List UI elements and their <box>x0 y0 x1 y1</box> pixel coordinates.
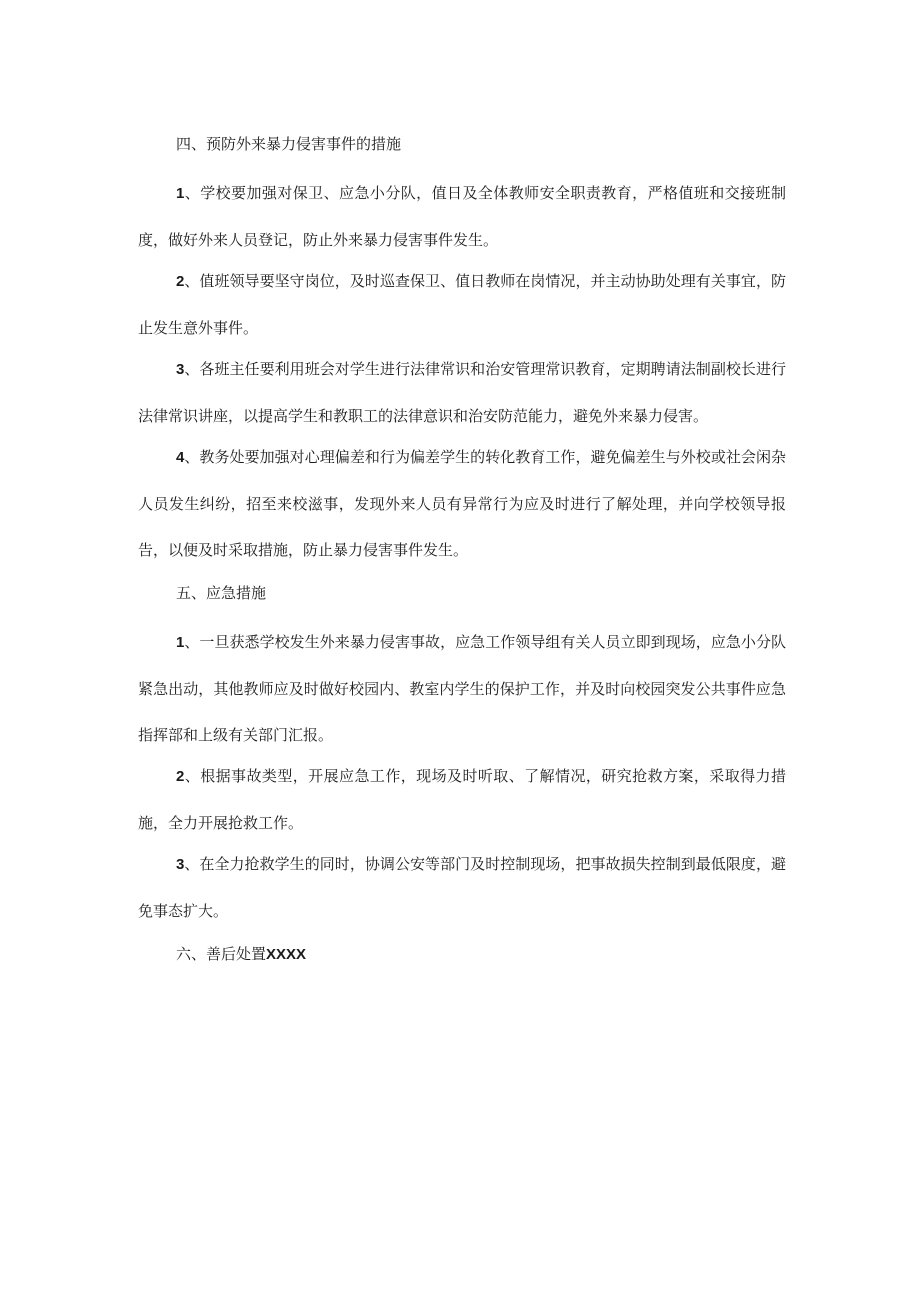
item-number: 3 <box>176 361 185 378</box>
item-number: 4 <box>176 449 185 466</box>
item-text: 、学校要加强对保卫、应急小分队，值日及全体教师安全职责教育，严格值班和交接班制度，做好外来人员登记，防止外来暴力侵害事件发生。 <box>138 184 786 249</box>
section-6-heading-placeholder: XXXX <box>266 946 307 963</box>
item-number: 2 <box>176 273 185 290</box>
item-text: 、值班领导要坚守岗位，及时巡查保卫、值日教师在岗情况，并主动协助处理有关事宜，防止发生意外事件。 <box>138 272 786 337</box>
section-6-heading-text: 六、善后处置 <box>176 945 267 963</box>
section-4-item-3 <box>138 346 786 439</box>
section-4-item-4 <box>138 434 786 573</box>
section-4-item-1 <box>138 170 786 263</box>
section-5-item-3 <box>138 841 786 934</box>
item-text: 、各班主任要利用班会对学生进行法律常识和治安管理常识教育，定期聘请法制副校长进行法律常识讲座，以提高学生和教职工的法律意识和治安防范能力，避免外来暴力侵害。 <box>138 360 786 425</box>
section-4-heading: 四、预防外来暴力侵害事件的措施 <box>176 135 402 153</box>
document-body <box>138 130 786 989</box>
section-6-heading <box>138 940 786 968</box>
item-text: 、根据事故类型，开展应急工作，现场及时听取、了解情况，研究抢救方案，采取得力措施，全力开展抢救工作。 <box>138 767 786 832</box>
item-text: 、一旦获悉学校发生外来暴力侵害事故，应急工作领导组有关人员立即到现场，应急小分队紧急出动，其他教师应及时做好校园内、教室内学生的保护工作，并及时向校园突发公共事件应急指挥部和上级有关部门汇报。 <box>138 633 786 744</box>
item-number: 3 <box>176 856 185 873</box>
item-number: 2 <box>176 768 185 785</box>
item-text: 、在全力抢救学生的同时，协调公安等部门及时控制现场，把事故损失控制到最低限度，避免事态扩大。 <box>138 855 786 920</box>
section-5-heading: 五、应急措施 <box>176 584 267 602</box>
section-5-item-2 <box>138 753 786 846</box>
section-4-item-2 <box>138 258 786 351</box>
section-5-item-1 <box>138 619 786 758</box>
item-number: 1 <box>176 634 185 651</box>
item-number: 1 <box>176 185 185 202</box>
item-text: 、教务处要加强对心理偏差和行为偏差学生的转化教育工作，避免偏差生与外校或社会闲杂人员发生纠纷，招至来校滋事，发现外来人员有异常行为应及时进行了解处理，并向学校领导报告，以便及时采取措施，防止暴力侵害事件发生。 <box>138 448 786 559</box>
